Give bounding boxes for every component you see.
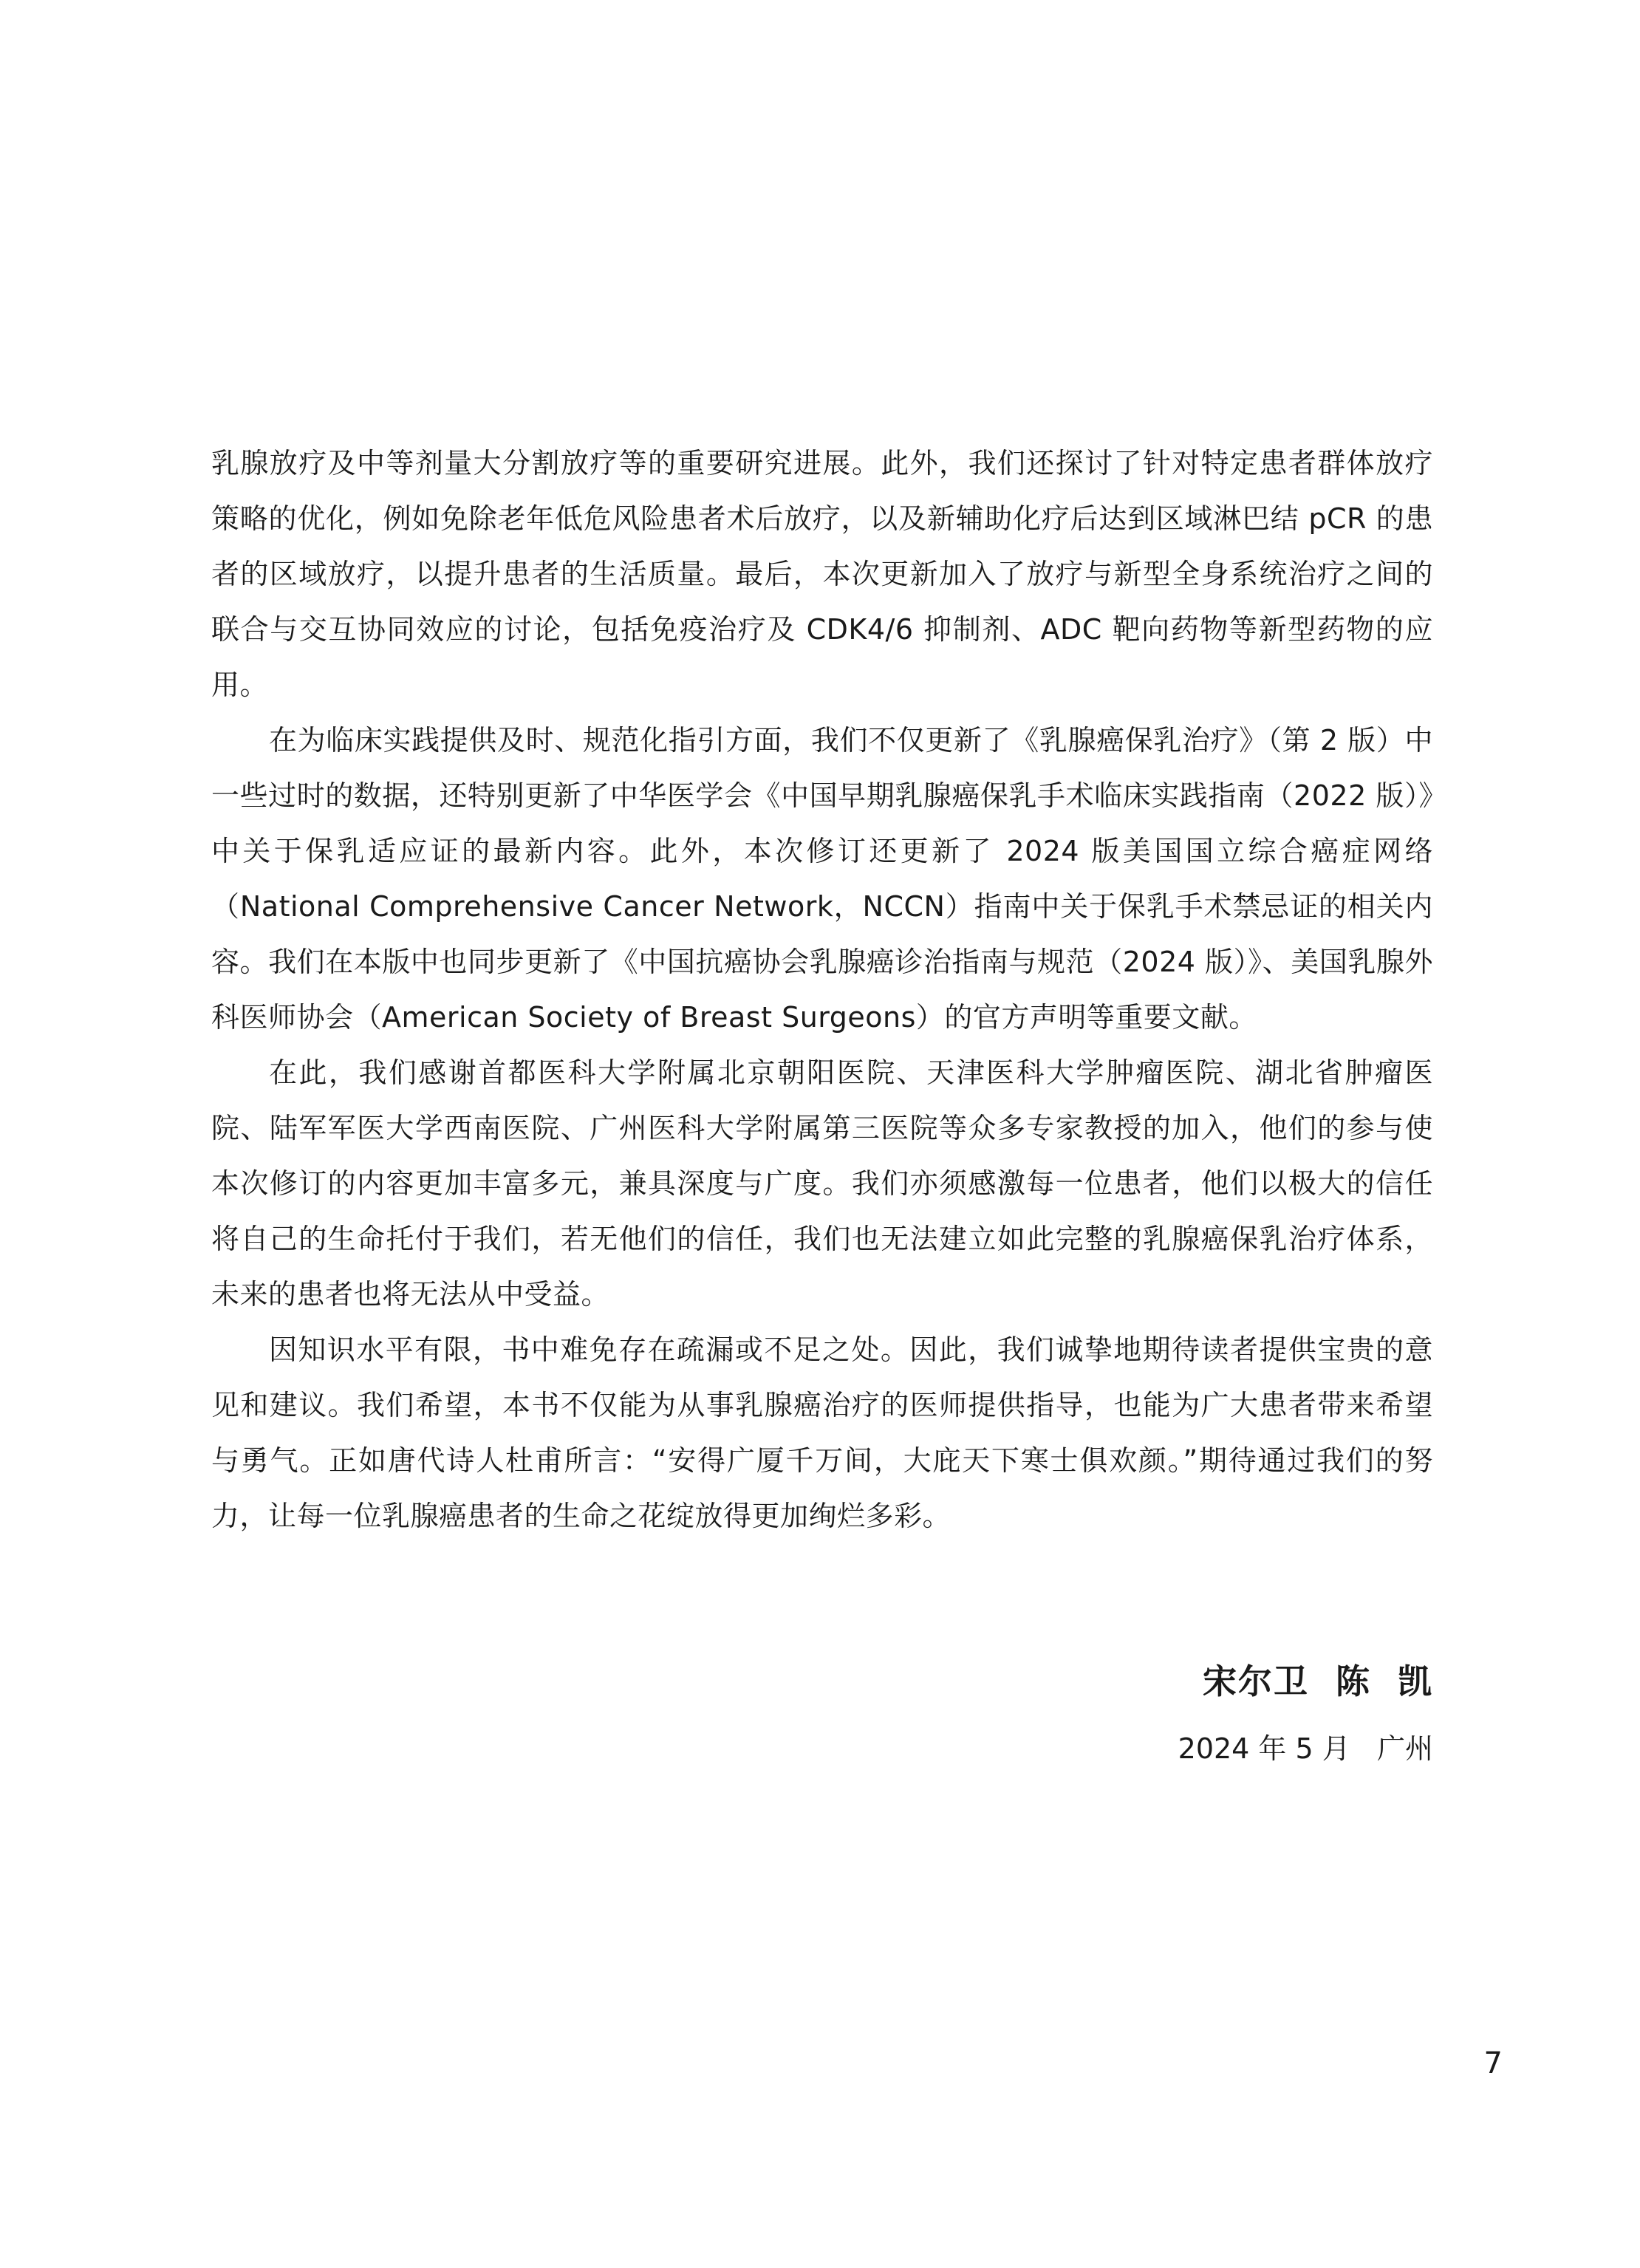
preface-body bbox=[211, 436, 1433, 1544]
paragraph-guideline-updates: 在为临床实践提供及时、规范化指引方面，我们不仅更新了《乳腺癌保乳治疗》（第 2 版）中一些过时的数据，还特别更新了中华医学会《中国早期乳腺癌保乳手术临床实践指南（2022 版）》中关于保乳适应证的最新内容。此外，本次修订还更新了 2024 版美国国立综合癌症网络（National Comprehensive Cancer Network，NCCN）指南中关于保乳手术禁忌证的相关内容。我们在本版中也同步更新了《中国抗癌协会乳腺癌诊治指南与规范（2024 版）》、美国乳腺外科医师协会（American Society of Breast Surgeons）的官方声明等重要文献。 bbox=[211, 724, 1433, 1034]
paragraph-acknowledgements: 在此，我们感谢首都医科大学附属北京朝阳医院、天津医科大学肿瘤医院、湖北省肿瘤医院、陆军军医大学西南医院、广州医科大学附属第三医院等众多专家教授的加入，他们的参与使本次修订的内容更加丰富多元，兼具深度与广度。我们亦须感激每一位患者，他们以极大的信任将自己的生命托付于我们，若无他们的信任，我们也无法建立如此完整的乳腺癌保乳治疗体系，未来的患者也将无法从中受益。 bbox=[211, 1056, 1433, 1311]
signature-date-place: 2024 年 5 月 广州 bbox=[1178, 1732, 1433, 1765]
paragraph-radiotherapy-progress: 乳腺放疗及中等剂量大分割放疗等的重要研究进展。此外，我们还探讨了针对特定患者群体放疗策略的优化，例如免除老年低危风险患者术后放疗，以及新辅助化疗后达到区域淋巴结 pCR 的患者的区域放疗，以提升患者的生活质量。最后，本次更新加入了放疗与新型全身系统治疗之间的联合与交互协同效应的讨论，包括免疫治疗及 CDK4/6 抑制剂、ADC 靶向药物等新型药物的应用。 bbox=[211, 447, 1433, 701]
page-number: 7 bbox=[1483, 2046, 1503, 2080]
paragraph-closing: 因知识水平有限，书中难免存在疏漏或不足之处。因此，我们诚挚地期待读者提供宝贵的意见和建议。我们希望，本书不仅能为从事乳腺癌治疗的医师提供指导，也能为广大患者带来希望与勇气。正如唐代诗人杜甫所言：“安得广厦千万间，大庇天下寒士俱欢颜。”期待通过我们的努力，让每一位乳腺癌患者的生命之花绽放得更加绚烂多彩。 bbox=[211, 1333, 1433, 1532]
author-signature: 宋尔卫 陈 凯 bbox=[1202, 1661, 1433, 1701]
